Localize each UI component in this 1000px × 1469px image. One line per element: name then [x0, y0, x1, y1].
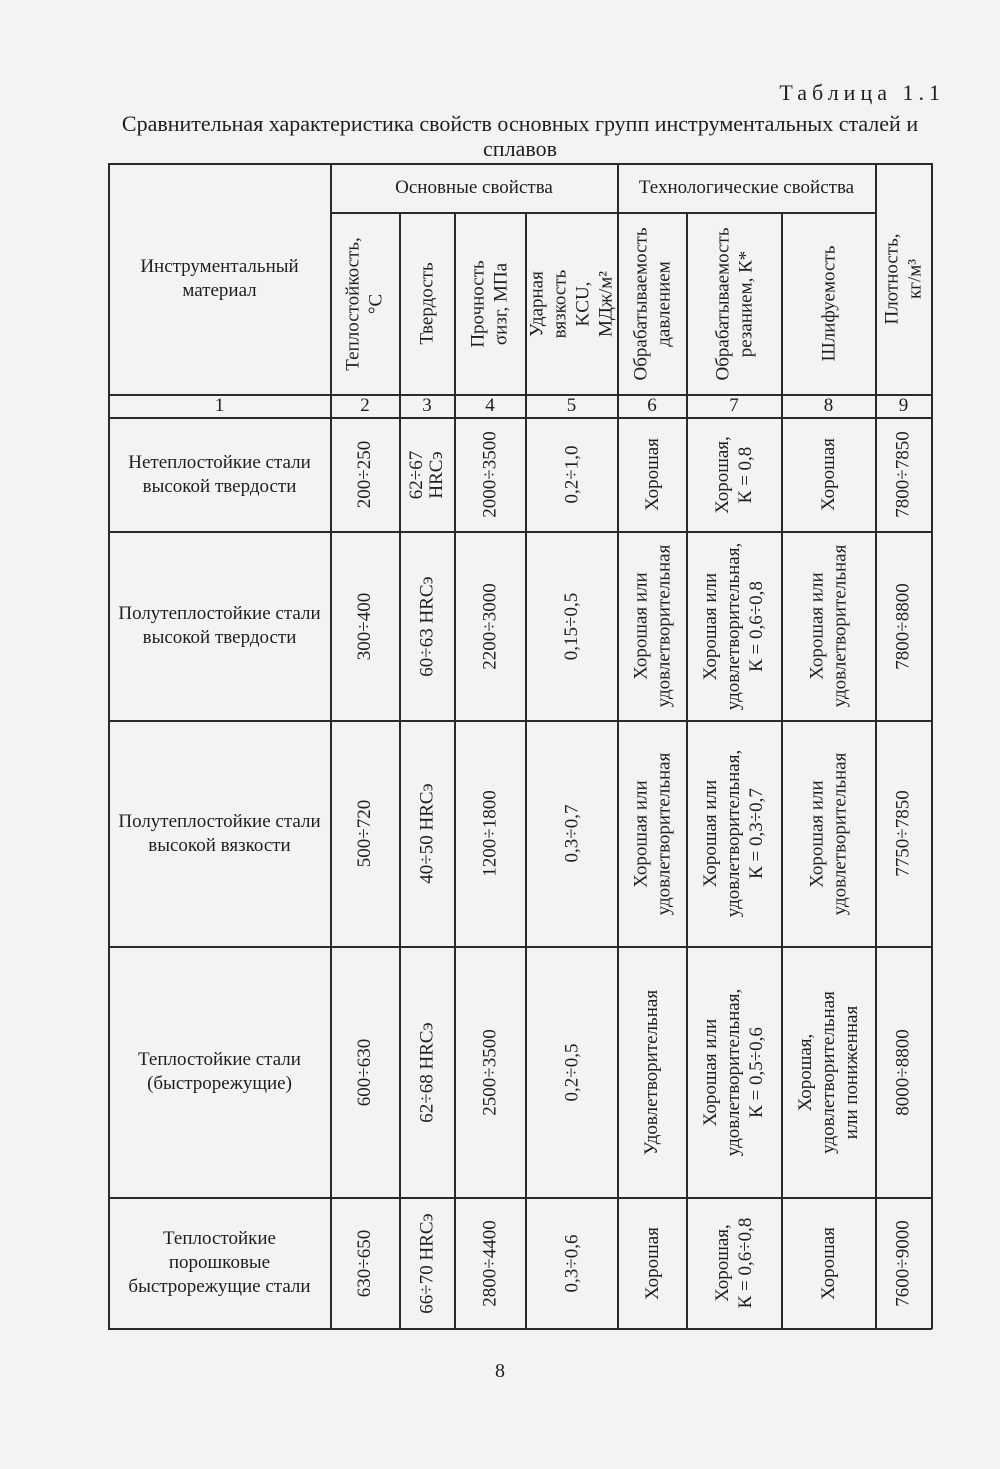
row-3-grindability: Хорошая или удовлетворительная — [806, 752, 851, 915]
row-2-machinability: Хорошая или удовлетворительная, К = 0,6÷0,8 — [700, 542, 768, 710]
table-caption: Сравнительная характеристика свойств основных групп инструментальных сталей и сплавов — [121, 111, 919, 161]
row-3-heat-resistance: 500÷720 — [354, 799, 376, 868]
row-4-grindability: Хорошая, удовлетворительная или пониженная — [795, 990, 863, 1154]
row-2-heat-resistance: 300÷400 — [354, 592, 376, 660]
column-number: 6 — [647, 395, 657, 416]
column-number: 5 — [566, 395, 577, 416]
header-strength: Прочность σизг, МПа — [468, 259, 513, 348]
row-1-density: 7800÷7850 — [893, 431, 914, 518]
row-5-machinability: Хорошая, К = 0,6÷0,8 — [712, 1217, 756, 1309]
row-2-hardness: 60÷63 HRCэ — [416, 575, 438, 677]
column-number: 2 — [360, 395, 370, 416]
row-1-heat-resistance: 200÷250 — [354, 440, 376, 509]
row-3-pressure-workability: Хорошая или удовлетворительная — [630, 752, 675, 915]
row-1-strength: 2000÷3500 — [479, 431, 501, 518]
row-5-density: 7600÷9000 — [893, 1219, 914, 1307]
row-1-impact-toughness: 0,2÷1,0 — [561, 445, 582, 504]
row-1-grindability: Хорошая — [817, 438, 839, 511]
header-grindability: Шлифуемость — [818, 245, 839, 362]
row-2-strength: 2200÷3000 — [479, 582, 501, 670]
row-3-hardness: 40÷50 HRCэ — [416, 783, 438, 884]
header-basic-properties: Основные свойства — [395, 177, 553, 198]
row-2-grindability: Хорошая или удовлетворительная — [806, 544, 851, 708]
row-1-hardness: 62÷67 HRCэ — [406, 450, 447, 499]
row-3-material: Полутеплостойкие стали высокой вязкости — [118, 810, 321, 856]
column-number: 7 — [729, 395, 739, 416]
row-5-strength: 2800÷4400 — [479, 1219, 501, 1307]
header-pressure-workability: Обрабатываемость давлением — [630, 227, 675, 380]
row-1-material: Нетеплостойкие стали высокой твердости — [128, 451, 311, 497]
row-5-material: Теплостойкие порошковые быстрорежущие стали — [128, 1228, 311, 1297]
row-5-impact-toughness: 0,3÷0,6 — [561, 1234, 582, 1292]
row-5-grindability: Хорошая — [817, 1226, 839, 1300]
row-3-strength: 1200÷1800 — [479, 790, 501, 877]
row-4-heat-resistance: 600÷630 — [354, 1038, 376, 1106]
header-technological-properties: Технологические свойства — [638, 177, 855, 198]
page-number: 8 — [495, 1360, 505, 1382]
row-3-machinability: Хорошая или удовлетворительная, К = 0,3÷0,7 — [700, 749, 768, 918]
column-number: 3 — [422, 395, 432, 416]
table-label: Таблица 1.1 — [779, 80, 945, 105]
row-1-machinability: Хорошая, К = 0,8 — [712, 435, 756, 514]
row-4-impact-toughness: 0,2÷0,5 — [561, 1043, 582, 1101]
row-2-density: 7800÷8800 — [893, 582, 914, 670]
row-3-impact-toughness: 0,3÷0,7 — [561, 804, 582, 863]
row-5-pressure-workability: Хорошая — [641, 1226, 663, 1300]
row-4-density: 8000÷8800 — [893, 1028, 914, 1116]
column-number: 8 — [823, 395, 834, 416]
row-2-material: Полутеплостойкие стали высокой твердости — [118, 603, 321, 648]
row-2-pressure-workability: Хорошая или удовлетворительная — [630, 544, 675, 708]
row-4-pressure-workability: Удовлетворительная — [641, 989, 663, 1155]
row-3-density: 7750÷7850 — [893, 790, 914, 877]
row-4-machinability: Хорошая или удовлетворительная, К = 0,5÷0,6 — [700, 988, 768, 1156]
header-impact-toughness: Ударная вязкость KCU, МДж/м² — [526, 269, 617, 338]
column-number: 9 — [898, 395, 909, 416]
row-4-hardness: 62÷68 HRCэ — [416, 1021, 438, 1123]
header-machinability: Обрабатываемость резанием, К* — [712, 227, 757, 380]
header-material: Инструментальный материал — [140, 256, 299, 301]
header-density: Плотность, кг/м³ — [881, 233, 926, 325]
row-2-impact-toughness: 0,15÷0,5 — [561, 592, 582, 660]
column-number: 1 — [214, 395, 225, 416]
row-1-pressure-workability: Хорошая — [641, 438, 663, 511]
row-4-strength: 2500÷3500 — [479, 1028, 501, 1116]
row-5-hardness: 66÷70 HRCэ — [416, 1212, 438, 1314]
row-5-heat-resistance: 630÷650 — [354, 1229, 376, 1297]
header-hardness: Твердость — [416, 262, 438, 345]
header-heat-resistance: Теплостойкость, °C — [343, 236, 388, 371]
row-4-material: Теплостойкие стали (быстрорежущие) — [138, 1049, 301, 1094]
column-number: 4 — [485, 395, 495, 416]
